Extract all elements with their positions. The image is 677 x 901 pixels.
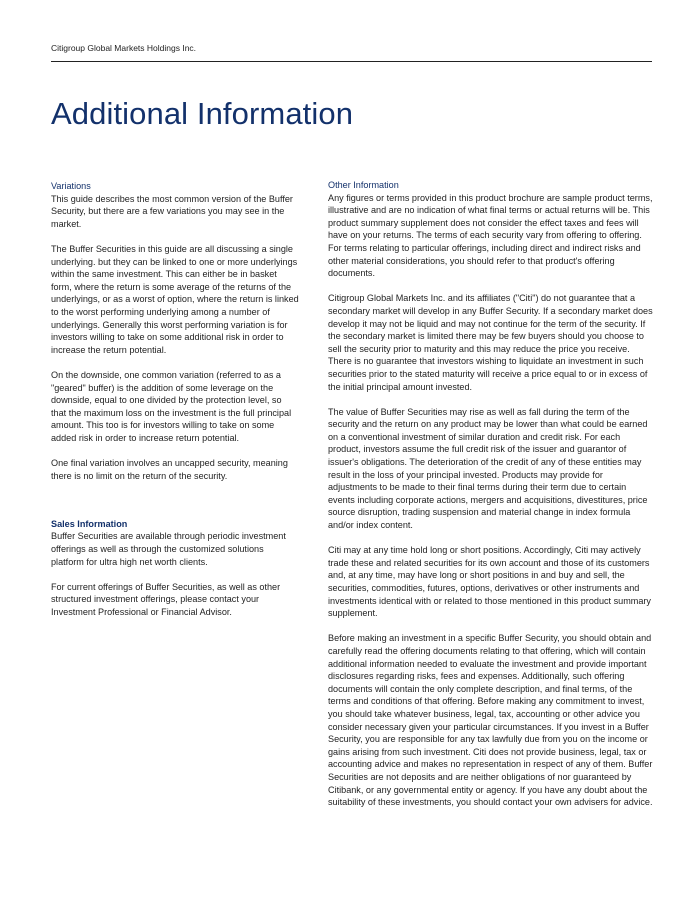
variations-heading: Variations bbox=[51, 181, 91, 191]
sales-paragraph-1: Buffer Securities are available through periodic investment offerings as well as through the customized solutions platform for ultra high net worth clients. bbox=[51, 531, 286, 567]
sales-paragraph-2: For current offerings of Buffer Securities, as well as other structured investment offerings, please contact your Investment Professional or Financial Advisor. bbox=[51, 581, 281, 617]
variations-paragraph-3: On the downside, one common variation (referred to as a "geared" buffer) is the addition of some leverage on the downside, equal to one divided by the protection level, so that the maximum loss on the investment is the full principal amount. This too is for investors willing to take on some added risk in order to increase return potential. bbox=[51, 369, 292, 443]
other-paragraph-3: The value of Buffer Securities may rise as well as fall during the term of the security and the return on any product may be lower than what could be earned on a conventional investment of similar duration and credit risk. For each product, investors assume the full credit risk of the issuer and guarantor of issuer's obligations. The deterioration of the credit of any of these entities may result in the loss of your principal invested. Products may provide for adjustments to be made to their final terms during their term due to certain events including corporate actions, mergers and acquisitions, divestitures, price source disruption, trading suspension and material change in index formula and/or index content. bbox=[328, 406, 648, 531]
header-rule bbox=[51, 61, 652, 62]
right-column bbox=[328, 179, 654, 821]
header-company: Citigroup Global Markets Holdings Inc. bbox=[51, 43, 197, 53]
left-column bbox=[51, 180, 299, 631]
other-paragraph-1: Any figures or terms provided in this product brochure are sample product terms, illustrative and are no indication of what final terms or actual returns will be. This product summary supplement does not consider the effect taxes and fees will have on your returns. The terms of each security vary from offering to offering. For terms relating to particular offerings, including direct and indirect risks and other material considerations, you should refer to that product's offering documents. bbox=[328, 192, 653, 279]
variations-paragraph-1: This guide describes the most common version of the Buffer Security, but there are a few variations you may see in the market. bbox=[51, 193, 293, 229]
page-title: Additional Information bbox=[51, 96, 354, 131]
sales-heading: Sales Information bbox=[51, 518, 128, 529]
other-paragraph-5: Before making an investment in a specific Buffer Security, you should obtain and carefully read the offering documents relating to that offering, which will contain additional information needed to evaluate the investment and provide important disclosures regarding risks, fees and expenses. Additionally, such offering documents will contain the only complete description, and final terms, of the terms and conditions of that offering. Before making any commitment to invest, you should take whatever business, legal, tax, accounting or other advice you consider necessary given your particular circumstances. If you invest in a Buffer Security, you are responsible for any tax lawfully due from you on the income or gains arising from such investment. Citi does not provide business, legal, tax or accounting advice and makes no representation in respect of any of them. Buffer Securities are not deposits and are neither obligations of nor guaranteed by Citibank, or any governmental entity or agency. If you have any doubt about the suitability of these investments, you should contact your own advisers for advice. bbox=[328, 633, 653, 808]
section-spacer bbox=[51, 495, 299, 518]
variations-paragraph-2: The Buffer Securities in this guide are all discussing a single underlying. but they can be linked to one or more underlyings within the same investment. This can either be in basket form, where the return is some average of the returns of the underlyings, or as a worst of option, where the return is linked to the worst performing underlying among a number of underlyings. Generally this worst performing variation is for investors willing to take on some additional risk in order to increase the return potential. bbox=[51, 243, 299, 355]
other-paragraph-2: Citigroup Global Markets Inc. and its affiliates ("Citi") do not guarantee that a secondary market will develop in any Buffer Security. If a secondary market does develop it may not be liquid and may not continue for the term of the security. If the secondary market is limited there may be few buyers should you choose to sell the security prior to maturity and this may reduce the price you receive. There is no guarantee that investors wishing to liquidate an investment in such securities prior to the stated maturity will receive a price equal to or in excess of the initial principal amount invested. bbox=[328, 293, 653, 392]
other-paragraph-4: Citi may at any time hold long or short positions. Accordingly, Citi may actively trade these and related securities for its own account and those of its customers and, at any time, may have long or short positions in and buy and sell, the securities, commodities, futures, options, derivatives or other instruments and investments identical with or related to those mentioned in this product summary supplement. bbox=[328, 545, 651, 619]
variations-paragraph-4: One final variation involves an uncapped security, meaning there is no limit on the return of the security. bbox=[51, 458, 288, 481]
other-heading: Other Information bbox=[328, 180, 399, 190]
